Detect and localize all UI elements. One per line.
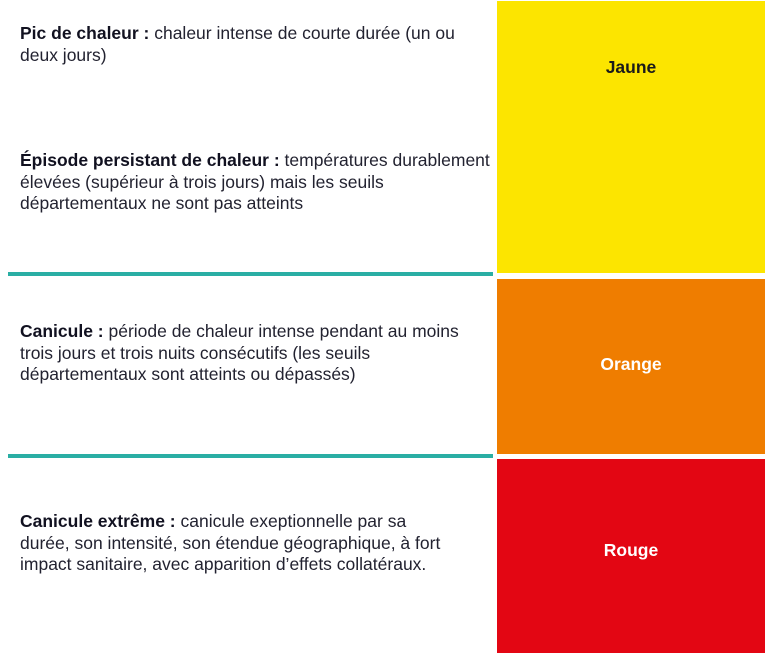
definition-canicule-extreme (20, 511, 460, 576)
level-red-label: Rouge (603, 539, 659, 560)
level-red-block (497, 459, 765, 653)
definition-pic-de-chaleur (20, 23, 490, 66)
level-yellow-block (497, 1, 765, 273)
row-separator (8, 454, 493, 458)
level-orange-block (497, 279, 765, 454)
definition-text: canicule exeptionnelle par sa durée, son intensité, son étendue géographique, à fort impact sanitaire, avec apparition d’effets collatéraux. (20, 511, 441, 574)
level-yellow-label: Jaune (605, 56, 657, 77)
term-label: Canicule : (20, 321, 104, 341)
definition-text: chaleur intense de courte durée (un ou deux jours) (20, 23, 455, 65)
term-label: Épisode persistant de chaleur : (20, 150, 280, 170)
term-label: Canicule extrême : (20, 511, 176, 531)
row-separator (8, 272, 493, 276)
level-orange-label: Orange (600, 354, 662, 374)
definition-text: période de chaleur intense pendant au moins trois jours et trois nuits consécutifs (les seuils départementaux sont atteints ou dépassés) (20, 321, 459, 384)
term-label: Pic de chaleur : (20, 23, 150, 43)
definition-canicule (20, 321, 460, 386)
definition-text: températures durablement élevées (supérieur à trois jours) mais les seuils départementaux ne sont pas atteints (20, 150, 490, 213)
definition-episode-persistant (20, 150, 490, 215)
